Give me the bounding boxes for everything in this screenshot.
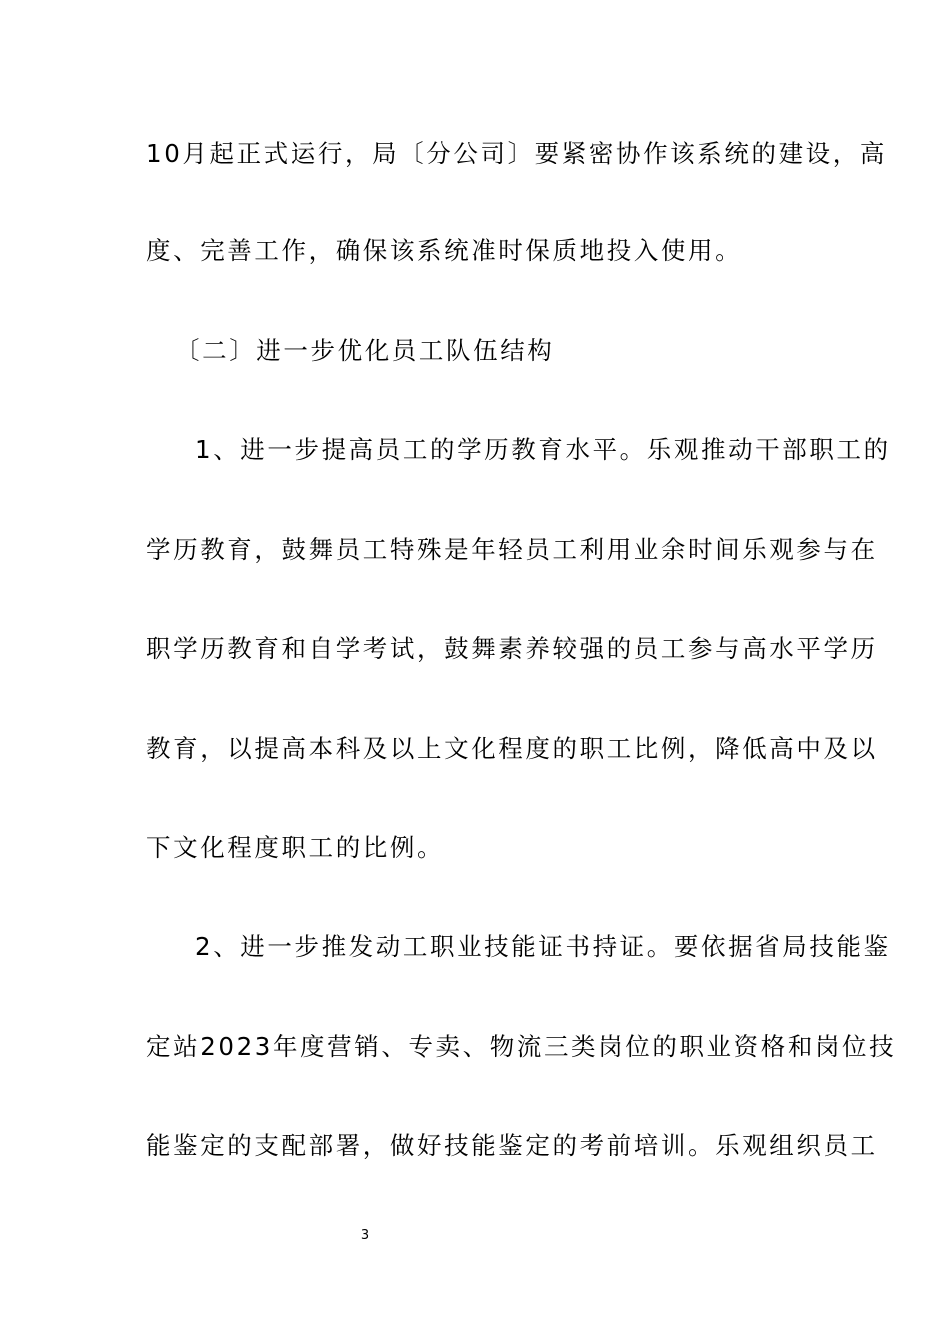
text-line-8: 下文化程度职工的比例。 (146, 833, 445, 862)
text-line-2: 度、完善工作，确保该系统准时保质地投入使用。 (146, 236, 743, 265)
text-line-7: 教育，以提高本科及以上文化程度的职工比例，降低高中及以 (146, 734, 878, 763)
section-heading: 〔二〕进一步优化员工队伍结构 (175, 336, 555, 365)
text-line-4: 1、进一步提高员工的学历教育水平。乐观推动干部职工的 (195, 435, 891, 464)
text-line-9: 2、进一步推发动工职业技能证书持证。要依据省局技能鉴 (195, 932, 891, 961)
text-line-10: 定站2023年度营销、专卖、物流三类岗位的职业资格和岗位技 (146, 1032, 897, 1061)
text-line-6: 职学历教育和自学考试，鼓舞素养较强的员工参与高水平学历 (146, 634, 878, 663)
text-line-11: 能鉴定的支配部署，做好技能鉴定的考前培训。乐观组织员工 (146, 1131, 878, 1160)
page-number: 3 (360, 1228, 370, 1243)
text-line-1: 10月起正式运行，局〔分公司〕要紧密协作该系统的建设，高 (146, 139, 887, 168)
text-line-5: 学历教育，鼓舞员工特殊是年轻员工利用业余时间乐观参与在 (146, 535, 878, 564)
